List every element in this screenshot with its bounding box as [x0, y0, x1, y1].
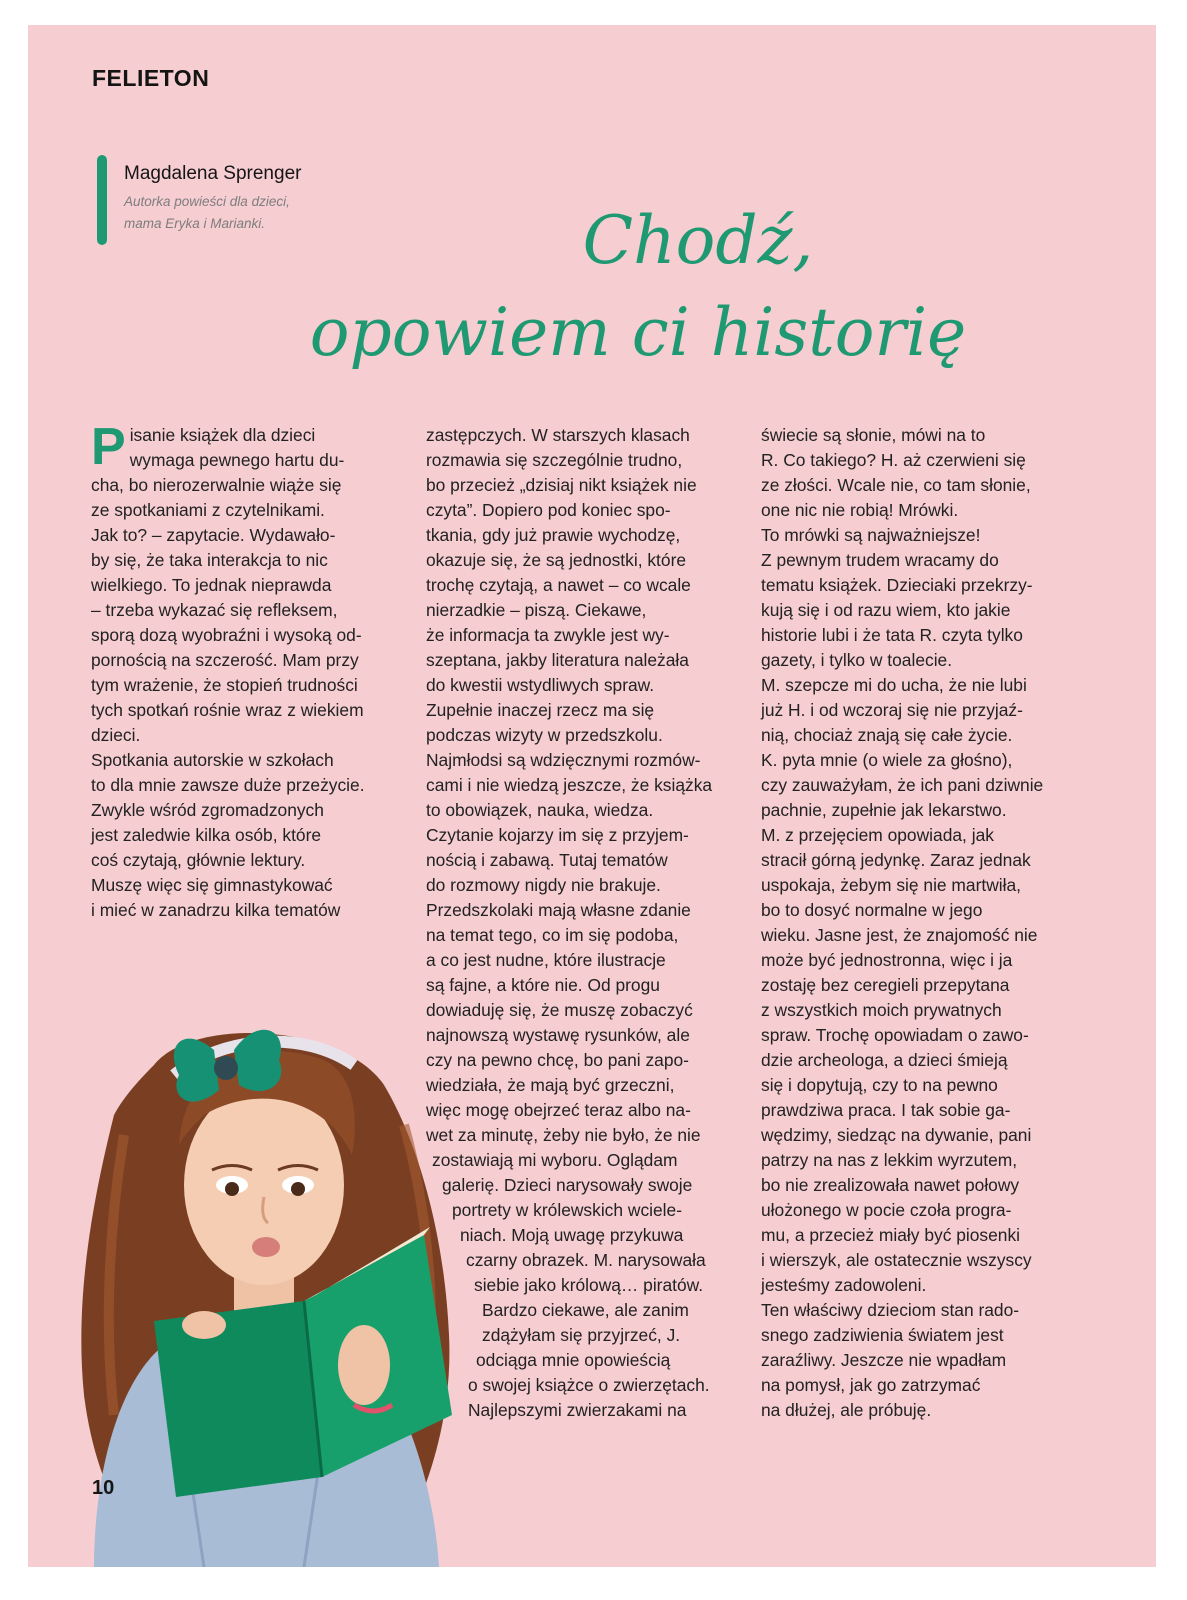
- text-line: nością i zabawą. Tutaj tematów: [426, 850, 668, 870]
- text-line: nierzadkie – piszą. Ciekawe,: [426, 600, 647, 620]
- text-line: one nic nie robią! Mrówki.: [761, 500, 959, 520]
- text-line: Spotkania autorskie w szkołach: [91, 750, 334, 770]
- text-line: więc mogę obejrzeć teraz albo na-: [426, 1100, 691, 1120]
- text-line: Przedszkolaki mają własne zdanie: [426, 900, 691, 920]
- text-line: czy zauważyłam, że ich pani dziwnie: [761, 775, 1044, 795]
- text-line: cami i nie wiedzą jeszcze, że książka: [426, 775, 713, 795]
- text-line: Ten właściwy dzieciom stan rado-: [761, 1300, 1020, 1320]
- text-line: na pomysł, jak go zatrzymać: [761, 1375, 981, 1395]
- text-line: wymaga pewnego hartu du-: [129, 450, 345, 470]
- text-line: świecie są słonie, mówi na to: [761, 425, 986, 445]
- text-line: jest zaledwie kilka osób, które: [91, 825, 322, 845]
- magazine-page: [28, 25, 1156, 1567]
- text-line: tematu książek. Dzieciaki przekrzy-: [761, 575, 1033, 595]
- text-line: Muszę więc się gimnastykować: [91, 875, 333, 895]
- text-line: kują się i od razu wiem, kto jakie: [761, 600, 1011, 620]
- text-line: są fajne, a które nie. Od progu: [426, 975, 660, 995]
- text-line: tych spotkań rośnie wraz z wiekiem: [91, 700, 364, 720]
- dropcap: P: [91, 418, 126, 476]
- text-line: czarny obrazek. M. narysowała: [466, 1250, 706, 1270]
- text-line: coś czytają, głównie lektury.: [91, 850, 306, 870]
- text-line: R. Co takiego? H. aż czerwieni się: [761, 450, 1026, 470]
- text-line: że informacja ta zwykle jest wy-: [426, 625, 670, 645]
- article-title-line-1: Chodź,: [582, 202, 814, 279]
- text-line: zostaję bez ceregieli przepytana: [761, 975, 1010, 995]
- text-line: a co jest nudne, które ilustracje: [426, 950, 666, 970]
- text-line: spraw. Trochę opowiadam o zawo-: [761, 1025, 1029, 1045]
- text-line: podczas wizyty w przedszkolu.: [426, 725, 663, 745]
- text-line: by się, że taka interakcja to nic: [91, 550, 328, 570]
- author-description-line: Autorka powieści dla dzieci,: [124, 194, 290, 209]
- text-line: – trzeba wykazać się refleksem,: [91, 600, 338, 620]
- text-line: Jak to? – zapytacie. Wydawało-: [91, 525, 336, 545]
- text-line: bo przecież „dzisiaj nikt książek nie: [426, 475, 697, 495]
- text-line: wet za minutę, żeby nie było, że nie: [426, 1125, 701, 1145]
- text-line: na temat tego, co im się podoba,: [426, 925, 679, 945]
- text-line: Najmłodsi są wdzięcznymi rozmów-: [426, 750, 701, 770]
- text-line: M. z przejęciem opowiada, jak: [761, 825, 994, 845]
- text-line: czy na pewno chcę, bo pani zapo-: [426, 1050, 689, 1070]
- text-line: i mieć w zanadrzu kilka tematów: [91, 900, 341, 920]
- article-column-2: [426, 423, 712, 1423]
- text-line: pachnie, zupełnie jak lekarstwo.: [761, 800, 1007, 820]
- text-line: do rozmowy nigdy nie brakuje.: [426, 875, 661, 895]
- text-line: wielkiego. To jednak nieprawda: [91, 575, 332, 595]
- text-line: może być jednostronna, więc i ja: [761, 950, 1013, 970]
- text-line: ułożonego w pocie czoła progra-: [761, 1200, 1012, 1220]
- text-line: wędzimy, siedząc na dywanie, pani: [761, 1125, 1032, 1145]
- text-line: gazety, i tylko w toalecie.: [761, 650, 953, 670]
- text-line: tym wrażenie, że stopień trudności: [91, 675, 358, 695]
- text-line: Czytanie kojarzy im się z przyjem-: [426, 825, 689, 845]
- text-line: zastępczych. W starszych klasach: [426, 425, 690, 445]
- author-name: Magdalena Sprenger: [124, 163, 302, 184]
- text-line: snego zadziwienia światem jest: [761, 1325, 1004, 1345]
- author-accent-bar: [97, 155, 107, 245]
- text-line: dowiaduję się, że muszę zobaczyć: [426, 1000, 693, 1020]
- section-label: FELIETON: [92, 65, 210, 91]
- text-line: portrety w królewskich wciele-: [452, 1200, 683, 1220]
- text-line: o swojej książce o zwierzętach.: [468, 1375, 710, 1395]
- article-title: [178, 195, 1098, 379]
- article-column-1: [91, 418, 365, 923]
- text-line: się i dopytują, czy to na pewno: [761, 1075, 998, 1095]
- article-column-3: [761, 423, 1043, 1423]
- text-line: prawdziwa praca. I tak sobie ga-: [761, 1100, 1011, 1120]
- text-line: do kwestii wstydliwych spraw.: [426, 675, 655, 695]
- text-line: zaraźliwy. Jeszcze nie wpadłam: [761, 1350, 1007, 1370]
- text-line: dzieci.: [91, 725, 141, 745]
- text-line: Zwykle wśród zgromadzonych: [91, 800, 324, 820]
- text-line: niach. Moją uwagę przykuwa: [460, 1225, 684, 1245]
- text-line: uspokaja, żebym się nie martwiła,: [761, 875, 1022, 895]
- text-line: z wszystkich moich prywatnych: [761, 1000, 1002, 1020]
- text-line: ze złości. Wcale nie, co tam słonie,: [761, 475, 1031, 495]
- text-line: sporą dozą wyobraźni i wysoką od-: [91, 625, 362, 645]
- text-line: zdążyłam się przyjrzeć, J.: [482, 1325, 681, 1345]
- text-line: jesteśmy zadowoleni.: [761, 1275, 927, 1295]
- text-line: Najlepszymi zwierzakami na: [468, 1400, 687, 1420]
- text-line: odciąga mnie opowieścią: [476, 1350, 671, 1370]
- girl-reading-book-photo: [54, 965, 464, 1567]
- text-line: bo nie zrealizowała nawet połowy: [761, 1175, 1020, 1195]
- text-line: Zupełnie inaczej rzecz ma się: [426, 700, 655, 720]
- text-line: siebie jako królową… piratów.: [474, 1275, 704, 1295]
- text-line: galerię. Dzieci narysowały swoje: [442, 1175, 693, 1195]
- text-line: czyta”. Dopiero pod koniec spo-: [426, 500, 671, 520]
- text-line: najnowszą wystawę rysunków, ale: [426, 1025, 690, 1045]
- text-line: wieku. Jasne jest, że znajomość nie: [761, 925, 1038, 945]
- text-line: nią, chociaż znają się całe życie.: [761, 725, 1013, 745]
- author-description-line: mama Eryka i Marianki.: [124, 216, 266, 231]
- text-line: na dłużej, ale próbuję.: [761, 1400, 932, 1420]
- text-line: okazuje się, że są jednostki, które: [426, 550, 687, 570]
- text-line: isanie książek dla dzieci: [129, 425, 316, 445]
- page-number: 10: [92, 1477, 115, 1499]
- text-line: dzie archeologa, a dzieci śmieją: [761, 1050, 1008, 1070]
- text-line: historie lubi i że tata R. czyta tylko: [761, 625, 1023, 645]
- text-line: cha, bo nierozerwalnie wiąże się: [91, 475, 342, 495]
- text-line: rozmawia się szczególnie trudno,: [426, 450, 683, 470]
- text-line: pornością na szczerość. Mam przy: [91, 650, 359, 670]
- text-line: ze spotkaniami z czytelnikami.: [91, 500, 325, 520]
- text-line: już H. i od wczoraj się nie przyjaź-: [761, 700, 1023, 720]
- text-line: to obowiązek, nauka, wiedza.: [426, 800, 654, 820]
- text-line: To mrówki są najważniejsze!: [761, 525, 981, 545]
- text-line: stracił górną jedynkę. Zaraz jednak: [761, 850, 1031, 870]
- text-line: i wierszyk, ale ostatecznie wszyscy: [761, 1250, 1032, 1270]
- text-line: patrzy na nas z lekkim wyrzutem,: [761, 1150, 1018, 1170]
- text-line: M. szepcze mi do ucha, że nie lubi: [761, 675, 1027, 695]
- text-line: mu, a przecież miały być piosenki: [761, 1225, 1021, 1245]
- text-line: wiedziała, że mają być grzeczni,: [426, 1075, 675, 1095]
- text-line: Z pewnym trudem wracamy do: [761, 550, 999, 570]
- article-title-line-2: opowiem ci historię: [309, 294, 967, 371]
- text-line: zostawiają mi wyboru. Oglądam: [432, 1150, 678, 1170]
- text-line: tkania, gdy już prawie wychodzę,: [426, 525, 681, 545]
- text-line: Bardzo ciekawe, ale zanim: [482, 1300, 689, 1320]
- text-line: to dla mnie zawsze duże przeżycie.: [91, 775, 365, 795]
- text-line: K. pyta mnie (o wiele za głośno),: [761, 750, 1013, 770]
- text-line: bo to dosyć normalne w jego: [761, 900, 983, 920]
- text-line: szeptana, jakby literatura należała: [426, 650, 689, 670]
- text-line: trochę czytają, a nawet – co wcale: [426, 575, 691, 595]
